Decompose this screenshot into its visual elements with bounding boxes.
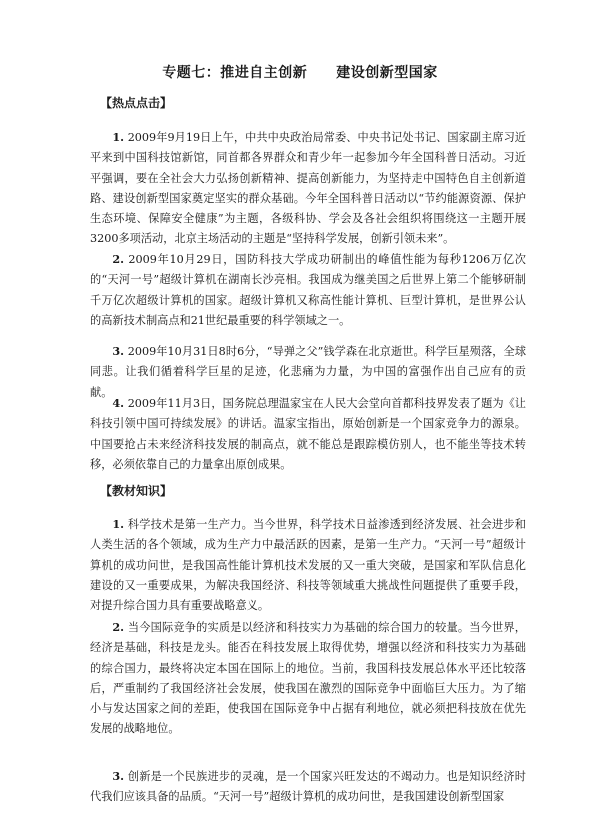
item-number: 3. <box>112 344 125 358</box>
item-number: 4. <box>112 396 125 410</box>
page-title: 专题七：推进自主创新 建设创新型国家 <box>162 65 438 81</box>
item-text: 2009年11月3日，国务院总理温家宝在人民大会堂向首都科技界发表了题为《让科技引领中国可持续发展》的讲话。温家宝指出，原始创新是一个国家竞争力的源泉。中国要抢占未来经济科技发展的制高点，就不能总是跟踪模仿别人，也不能坐等技术转移，必须依靠自己的力量拿出原创成果。 <box>90 397 526 471</box>
hot-item-2 <box>90 249 526 331</box>
item-number: 1. <box>112 130 125 144</box>
knowledge-item-3 <box>90 766 526 808</box>
item-text: 2009年9月19日上午，中共中央政治局常委、中央书记处书记、国家副主席习近平来到中国科技馆新馆，同首都各界群众和青少年一起参加今年全国科普日活动。习近平强调，要在全社会大力弘扬创新精神、提高创新能力，为坚持走中国特色自主创新道路、建设创新型国家奠定坚实的群众基础。今年全国科普日活动以“节约能源资源、保护生态环境、保障安全健康”为主题，各级科协、学会及各社会组织将围绕这一主题开展3200多项活动，北京主场活动的主题是“坚持科学发展，创新引领未来”。 <box>90 131 526 246</box>
item-number: 1. <box>112 517 125 531</box>
hot-topics-heading: 【热点点击】 <box>100 96 173 110</box>
knowledge-heading: 【教材知识】 <box>100 484 173 498</box>
hot-item-4 <box>90 393 526 475</box>
knowledge-item-1 <box>90 514 526 616</box>
item-number: 2. <box>112 620 125 634</box>
hot-item-1 <box>90 127 526 250</box>
item-number: 3. <box>112 769 125 783</box>
item-number: 2. <box>112 252 125 266</box>
knowledge-item-2 <box>90 617 526 740</box>
item-text: 科学技术是第一生产力。当今世界，科学技术日益渗透到经济发展、社会进步和人类生活的各个领域，成为生产力中最活跃的因素，是第一生产力。“天河一号”超级计算机的成功问世，是我国高性能计算机技术发展的又一重大突破，是国家和军队信息化建设的又一重要成果，为解决我国经济、科技等领域重大挑战性问题提供了重要手段，对提升综合国力具有重要战略意义。 <box>90 518 526 613</box>
item-text: 2009年10月29日，国防科技大学成功研制出的峰值性能为每秒1206万亿次的“天河一号”超级计算机在湖南长沙亮相。我国成为继美国之后世界上第二个能够研制千万亿次超级计算机的国家。超级计算机又称高性能计算机、巨型计算机，是世界公认的高新技术制高点和21世纪最重要的科学领域之一。 <box>90 253 526 327</box>
item-text: 当今国际竞争的实质是以经济和科技实力为基础的综合国力的较量。当今世界，经济是基础，科技是龙头。能否在科技发展上取得优势，增强以经济和科技实力为基础的综合国力，最终将决定本国在国际上的地位。当前，我国科技发展总体水平还比较落后，严重制约了我国经济社会发展，使我国在激烈的国际竞争中面临巨大压力。为了缩小与发达国家之间的差距，使我国在国际竞争中占据有利地位，就必须把科技放在优先发展的战略地位。 <box>90 621 526 736</box>
item-text: 2009年10月31日8时6分，“导弹之父”钱学森在北京逝世。科学巨星殒落，全球同悲。让我们循着科学巨星的足迹，化悲痛为力量，为中国的富强作出自己应有的贡献。 <box>90 345 527 399</box>
item-text: 创新是一个民族进步的灵魂，是一个国家兴旺发达的不竭动力。也是知识经济时代我们应该具备的品质。“天河一号”超级计算机的成功问世，是我国建设创新型国家 <box>90 770 526 804</box>
